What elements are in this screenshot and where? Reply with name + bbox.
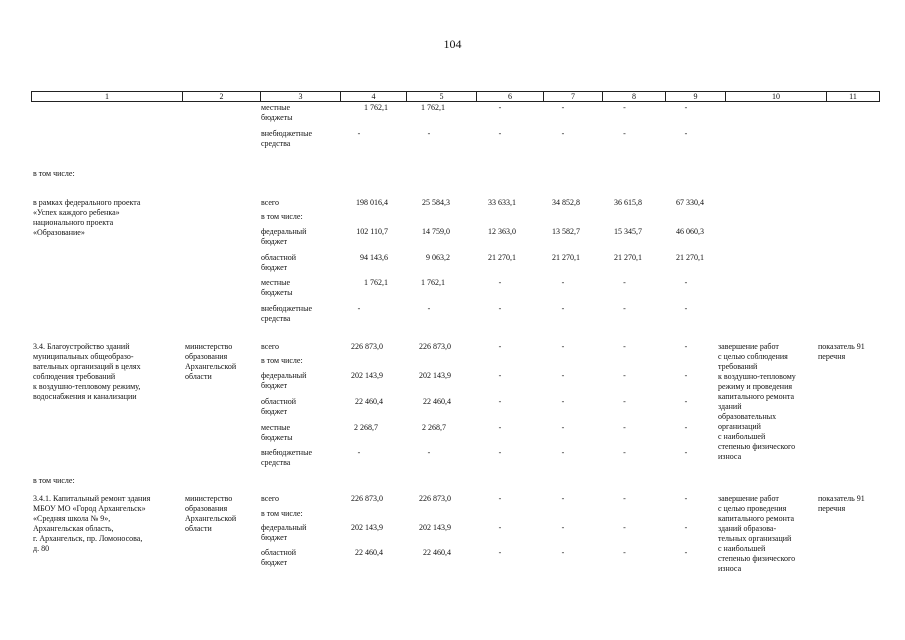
value-cell: 22 460,4: [355, 397, 383, 406]
source-label: внебюджетные средства: [261, 304, 312, 323]
value-cell: 1 762,1: [364, 103, 388, 112]
value-cell: -: [623, 523, 626, 532]
value-cell: -: [684, 548, 688, 557]
value-cell: -: [561, 103, 565, 112]
value-cell: -: [623, 304, 626, 313]
value-cell: -: [684, 342, 688, 351]
value-cell: 9 063,2: [426, 253, 450, 262]
value-cell: -: [561, 548, 565, 557]
item-3-4-1-name: 3.4.1. Капитальный ремонт здания МБОУ МО «Город Архангельск» «Средняя школа № 9», Архангельская область, г. Архангельск, пр. Ломоносова, д. 80: [33, 494, 151, 553]
value-cell: -: [427, 304, 431, 313]
value-cell: -: [498, 494, 502, 503]
item-3-4-indicator: показатель 91 перечня: [818, 342, 865, 361]
value-cell: 226 873,0: [419, 494, 451, 503]
value-cell: -: [623, 494, 626, 503]
col-header: 6: [477, 92, 544, 102]
source-label: федеральный бюджет: [261, 371, 307, 390]
value-cell: -: [684, 448, 688, 457]
value-cell: -: [561, 494, 565, 503]
item-3-4-1-executor: министерство образования Архангельской области: [185, 494, 237, 533]
source-label: областной бюджет: [261, 253, 297, 272]
col-header: 5: [407, 92, 477, 102]
value-cell: -: [427, 129, 431, 138]
value-cell: -: [498, 103, 502, 112]
source-label: федеральный бюджет: [261, 227, 307, 246]
source-label: областной бюджет: [261, 548, 297, 567]
value-cell: 1 762,1: [421, 103, 445, 112]
value-cell: 94 143,6: [360, 253, 388, 262]
col-header: 11: [827, 92, 880, 102]
value-cell: 198 016,4: [356, 198, 388, 207]
value-cell: 36 615,8: [614, 198, 642, 207]
value-cell: 202 143,9: [351, 523, 383, 532]
value-cell: -: [561, 397, 565, 406]
value-cell: -: [684, 103, 688, 112]
value-cell: 1 762,1: [364, 278, 388, 287]
value-cell: 202 143,9: [419, 371, 451, 380]
value-cell: -: [684, 371, 688, 380]
value-cell: 202 143,9: [351, 371, 383, 380]
value-cell: -: [498, 448, 502, 457]
value-cell: -: [498, 342, 502, 351]
item-3-4-result: завершение работ с целью соблюдения требований к воздушно-тепловому режиму и проведения капитального ремонта зданий образовательных организаций с наибольшей степенью физического износа: [718, 342, 796, 461]
source-label: в том числе:: [261, 212, 303, 221]
value-cell: -: [498, 397, 502, 406]
column-number-header: [31, 91, 880, 102]
value-cell: 2 268,7: [422, 423, 446, 432]
source-label: в том числе:: [261, 509, 303, 518]
source-label: всего: [261, 494, 280, 503]
col-header: 9: [666, 92, 726, 102]
value-cell: -: [684, 397, 688, 406]
source-label: внебюджетные средства: [261, 129, 312, 148]
federal-project-name: в рамках федерального проекта «Успех каждого ребенка» национального проекта «Образование»: [33, 198, 141, 237]
value-cell: 21 270,1: [614, 253, 642, 262]
value-cell: -: [498, 129, 502, 138]
item-3-4-name: 3.4. Благоустройство зданий муниципальных общеобразо- вательных организаций в целях соблюдения требований к воздушно-тепловому режиму, водоснабжения и канализации: [33, 342, 141, 401]
value-cell: -: [498, 423, 502, 432]
value-cell: 21 270,1: [488, 253, 516, 262]
including-label: в том числе:: [33, 476, 75, 485]
value-cell: 15 345,7: [614, 227, 642, 236]
value-cell: -: [561, 448, 565, 457]
value-cell: -: [498, 278, 502, 287]
value-cell: -: [427, 448, 431, 457]
value-cell: 13 582,7: [552, 227, 580, 236]
item-3-4-1-indicator: показатель 91 перечня: [818, 494, 865, 513]
value-cell: 33 633,1: [488, 198, 516, 207]
source-label: местные бюджеты: [261, 103, 293, 122]
value-cell: 226 873,0: [351, 342, 383, 351]
source-label: в том числе:: [261, 356, 303, 365]
col-header: 3: [261, 92, 341, 102]
value-cell: -: [561, 342, 565, 351]
value-cell: -: [561, 304, 565, 313]
page-number: 104: [443, 37, 462, 51]
value-cell: -: [498, 548, 502, 557]
source-label: внебюджетные средства: [261, 448, 312, 467]
item-3-4-executor: министерство образования Архангельской области: [185, 342, 237, 381]
value-cell: -: [623, 103, 626, 112]
value-cell: -: [684, 523, 688, 532]
value-cell: -: [498, 304, 502, 313]
col-header: 1: [32, 92, 183, 102]
value-cell: 22 460,4: [355, 548, 383, 557]
value-cell: -: [498, 523, 502, 532]
value-cell: 67 330,4: [676, 198, 704, 207]
value-cell: -: [561, 371, 565, 380]
value-cell: -: [623, 278, 626, 287]
col-header: 2: [183, 92, 261, 102]
value-cell: 14 759,0: [422, 227, 450, 236]
value-cell: -: [623, 423, 626, 432]
col-header: 8: [603, 92, 666, 102]
value-cell: -: [684, 129, 688, 138]
col-header: 4: [341, 92, 407, 102]
value-cell: -: [623, 548, 626, 557]
value-cell: 12 363,0: [488, 227, 516, 236]
value-cell: 21 270,1: [676, 253, 704, 262]
value-cell: -: [684, 278, 688, 287]
value-cell: -: [623, 342, 626, 351]
value-cell: -: [357, 304, 361, 313]
value-cell: -: [684, 423, 688, 432]
value-cell: 226 873,0: [351, 494, 383, 503]
source-label: областной бюджет: [261, 397, 297, 416]
value-cell: 2 268,7: [354, 423, 378, 432]
value-cell: 25 584,3: [422, 198, 450, 207]
source-label: всего: [261, 198, 280, 207]
value-cell: 22 460,4: [423, 548, 451, 557]
value-cell: -: [498, 371, 502, 380]
value-cell: -: [623, 397, 626, 406]
value-cell: 22 460,4: [423, 397, 451, 406]
col-header: 7: [544, 92, 603, 102]
value-cell: -: [684, 494, 688, 503]
source-label: местные бюджеты: [261, 423, 293, 442]
value-cell: 34 852,8: [552, 198, 580, 207]
value-cell: 21 270,1: [552, 253, 580, 262]
value-cell: -: [561, 129, 565, 138]
value-cell: 226 873,0: [419, 342, 451, 351]
value-cell: 46 060,3: [676, 227, 704, 236]
value-cell: -: [623, 448, 626, 457]
value-cell: 202 143,9: [419, 523, 451, 532]
col-header: 10: [726, 92, 827, 102]
value-cell: -: [561, 523, 565, 532]
value-cell: 1 762,1: [421, 278, 445, 287]
source-label: всего: [261, 342, 280, 351]
including-label: в том числе:: [33, 169, 75, 178]
value-cell: -: [561, 278, 565, 287]
source-label: местные бюджеты: [261, 278, 293, 297]
value-cell: -: [684, 304, 688, 313]
source-label: федеральный бюджет: [261, 523, 307, 542]
item-3-4-1-result: завершение работ с целью проведения капитального ремонта зданий образова- тельных организаций с наибольшей степенью физического износа: [718, 494, 796, 573]
value-cell: -: [357, 129, 361, 138]
value-cell: -: [623, 371, 626, 380]
value-cell: -: [623, 129, 626, 138]
value-cell: 102 110,7: [356, 227, 388, 236]
value-cell: -: [561, 423, 565, 432]
value-cell: -: [357, 448, 361, 457]
